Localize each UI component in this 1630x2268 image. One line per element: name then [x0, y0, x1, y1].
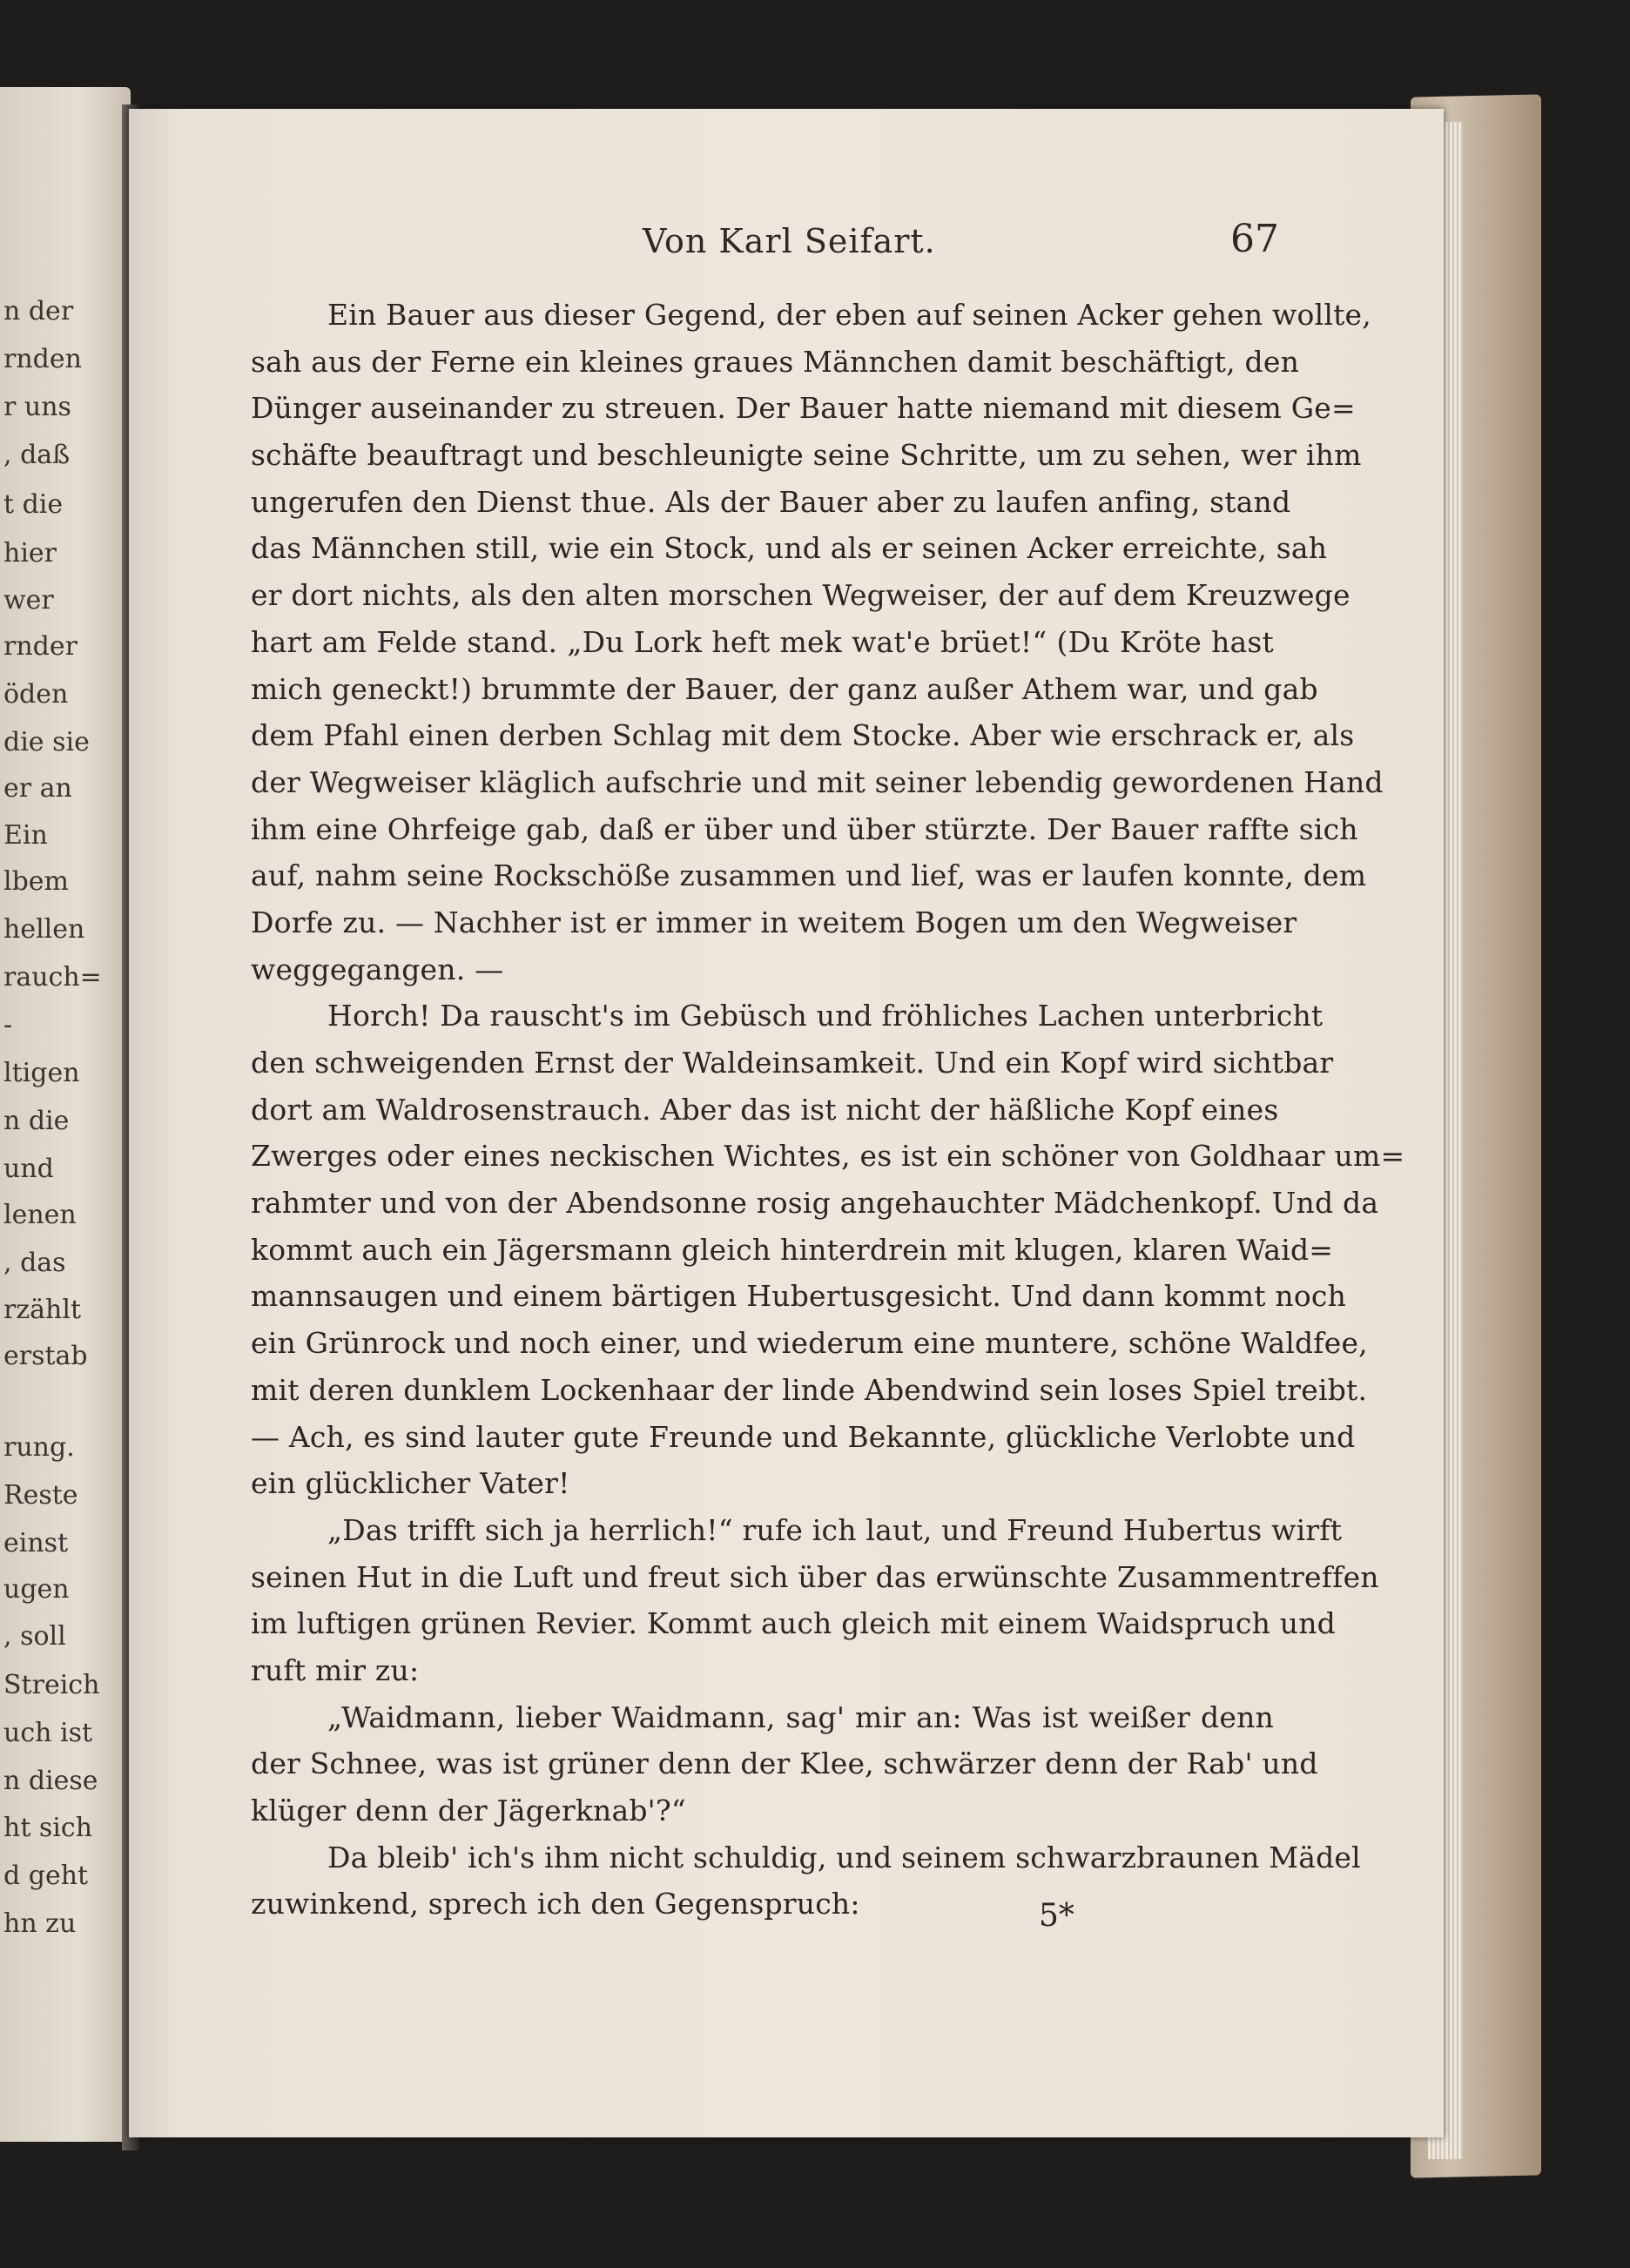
previous-page-line: -: [3, 1010, 13, 1040]
text-line: auf, nahm seine Rockschöße zusammen und lief, was er laufen konnte, dem: [251, 858, 1367, 893]
previous-page-line: rnden: [3, 344, 82, 374]
text-line: seinen Hut in die Luft und freut sich über das erwünschte Zusammentreffen: [251, 1559, 1379, 1594]
text-line: rahmter und von der Abendsonne rosig angehauchter Mädchenkopf. Und da: [251, 1186, 1379, 1221]
previous-page-line: hellen: [3, 914, 85, 945]
previous-page-line: lenen: [3, 1200, 77, 1230]
running-head: Von Karl Seifart.: [643, 222, 936, 260]
previous-page-line: rnder: [3, 631, 77, 662]
text-line: — Ach, es sind lauter gute Freunde und Bekannte, glückliche Verlobte und: [251, 1419, 1356, 1454]
text-line: klüger denn der Jägerknab'?“: [251, 1794, 686, 1827]
text-line: Zwerges oder eines neckischen Wichtes, es ist ein schöner von Goldhaar um=: [251, 1139, 1405, 1174]
previous-page-line: t die: [3, 489, 64, 520]
text-line: schäfte beauftragt und beschleunigte seine Schritte, um zu sehen, wer ihm: [251, 438, 1362, 473]
text-line: ihm eine Ohrfeige gab, daß er über und über stürzte. Der Bauer raffte sich: [251, 811, 1358, 846]
text-line: hart am Felde stand. „Du Lork heft mek wat'e brüet!“ (Du Kröte hast: [251, 624, 1274, 659]
previous-page-line: und: [3, 1154, 54, 1184]
previous-page-line: die sie: [3, 727, 90, 757]
previous-page-line: einst: [3, 1528, 69, 1558]
previous-page-line: Ein: [3, 820, 48, 851]
previous-page-line: Streich: [3, 1670, 100, 1700]
previous-page-line: hn zu: [3, 1908, 77, 1939]
text-line: mannsaugen und einem bärtigen Hubertusgesicht. Und dann kommt noch: [251, 1279, 1347, 1314]
page-number: 67: [1230, 217, 1279, 261]
previous-page-line: rauch=: [3, 962, 102, 993]
text-line: Dünger auseinander zu streuen. Der Bauer hatte niemand mit diesem Ge=: [251, 391, 1356, 426]
previous-page-line: Reste: [3, 1480, 78, 1511]
text-line: dem Pfahl einen derben Schlag mit dem Stocke. Aber wie erschrack er, als: [251, 718, 1355, 753]
text-line: der Wegweiser kläglich aufschrie und mit seiner lebendig gewordenen Hand: [251, 764, 1384, 799]
text-line: der Schnee, was ist grüner denn der Klee, schwärzer denn der Rab' und: [251, 1746, 1318, 1781]
previous-page-line: , daß: [3, 440, 71, 470]
previous-page-line: hier: [3, 538, 57, 569]
text-line: kommt auch ein Jägersmann gleich hinterdrein mit klugen, klaren Waid=: [251, 1232, 1334, 1267]
text-line: er dort nichts, als den alten morschen Wegweiser, der auf dem Kreuzwege: [251, 578, 1350, 613]
text-line: ruft mir zu:: [251, 1652, 420, 1687]
previous-page-line: wer: [3, 585, 54, 616]
previous-page: [0, 87, 131, 2142]
previous-page-line: r uns: [3, 392, 71, 422]
previous-page-line: n diese: [3, 1766, 98, 1796]
previous-page-line: , soll: [3, 1621, 66, 1652]
text-line: den schweigenden Ernst der Waldeinsamkeit. Und ein Kopf wird sichtbar: [251, 1046, 1334, 1080]
previous-page-line: rzählt: [3, 1295, 82, 1325]
previous-page-line: n die: [3, 1106, 70, 1136]
previous-page-line: , das: [3, 1248, 66, 1278]
previous-page-line: rung.: [3, 1432, 75, 1463]
page-header: [129, 217, 1444, 274]
text-line: mich geneckt!) brummte der Bauer, der ganz außer Athem war, und gab: [251, 671, 1318, 706]
previous-page-line: uch ist: [3, 1718, 93, 1748]
signature-mark: 5*: [1039, 1898, 1074, 1934]
previous-page-line: n der: [3, 296, 74, 326]
previous-page-line: ugen: [3, 1574, 70, 1605]
previous-page-line: öden: [3, 679, 69, 710]
previous-page-line: er an: [3, 773, 72, 804]
text-line: zuwinkend, sprech ich den Gegenspruch:: [251, 1887, 860, 1921]
text-line: Ein Bauer aus dieser Gegend, der eben auf seinen Acker gehen wollte,: [327, 298, 1371, 332]
text-line: weggegangen. —: [251, 952, 504, 986]
previous-page-line: lbem: [3, 866, 69, 897]
text-line: im luftigen grünen Revier. Kommt auch gleich mit einem Waidspruch und: [251, 1606, 1336, 1641]
text-line: ein glücklicher Vater!: [251, 1466, 570, 1501]
text-line: mit deren dunklem Lockenhaar der linde Abendwind sein loses Spiel treibt.: [251, 1372, 1368, 1407]
previous-page-line: d geht: [3, 1861, 89, 1891]
previous-page-line: erstab: [3, 1341, 88, 1371]
text-line: Da bleib' ich's ihm nicht schuldig, und seinem schwarzbraunen Mädel: [327, 1840, 1361, 1874]
text-line: ungerufen den Dienst thue. Als der Bauer aber zu laufen anfing, stand: [251, 484, 1291, 519]
body-text: [251, 292, 1405, 1928]
text-line: dort am Waldrosenstrauch. Aber das ist nicht der häßliche Kopf eines: [251, 1092, 1279, 1127]
text-line: „Das trifft sich ja herrlich!“ rufe ich laut, und Freund Hubertus wirft: [327, 1512, 1343, 1547]
book-page: [129, 109, 1444, 2137]
text-line: Horch! Da rauscht's im Gebüsch und fröhliches Lachen unterbricht: [327, 999, 1324, 1033]
previous-page-line: ht sich: [3, 1813, 93, 1843]
text-line: „Waidmann, lieber Waidmann, sag' mir an: Was ist weißer denn: [327, 1699, 1274, 1734]
text-line: Dorfe zu. — Nachher ist er immer in weitem Bogen um den Wegweiser: [251, 905, 1297, 939]
text-line: das Männchen still, wie ein Stock, und als er seinen Acker erreichte, sah: [251, 531, 1328, 566]
previous-page-line: ltigen: [3, 1058, 80, 1088]
text-line: sah aus der Ferne ein kleines graues Männchen damit beschäftigt, den: [251, 344, 1300, 379]
text-line: ein Grünrock und noch einer, und wiederum eine muntere, schöne Waldfee,: [251, 1326, 1368, 1361]
